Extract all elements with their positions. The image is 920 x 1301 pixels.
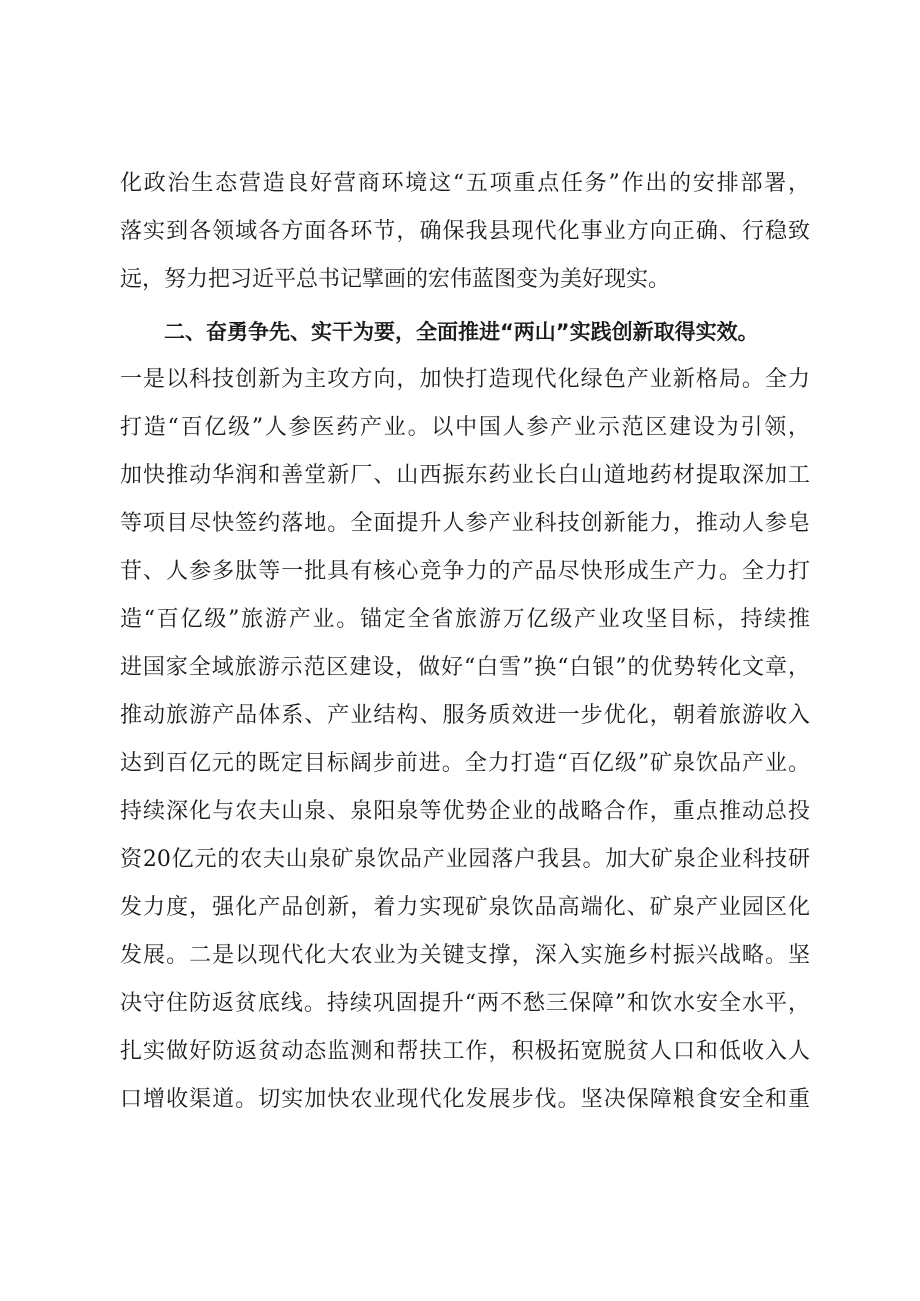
paragraph-line: 发力度，强化产品创新，着力实现矿泉饮品高端化、矿泉产业园区化 xyxy=(120,895,810,920)
paragraph-line: 造“百亿级”旅游产业。锚定全省旅游万亿级产业攻坚目标，持续推 xyxy=(120,607,810,632)
paragraph-line: 推动旅游产品体系、产业结构、服务质效进一步优化，朝着旅游收入 xyxy=(120,703,810,728)
paragraph-line: 打造“百亿级”人参医药产业。以中国人参产业示范区建设为引领， xyxy=(120,415,810,440)
paragraph-line: 达到百亿元的既定目标阔步前进。全力打造“百亿级”矿泉饮品产业。 xyxy=(120,751,810,776)
paragraph-line: 发展。二是以现代化大农业为关键支撑，深入实施乡村振兴战略。坚 xyxy=(120,943,810,968)
paragraph-line: 化政治生态营造良好营商环境这“五项重点任务”作出的安排部署， xyxy=(120,171,810,196)
paragraph-line: 一是以科技创新为主攻方向，加快打造现代化绿色产业新格局。全力 xyxy=(120,367,810,392)
paragraph-line: 持续深化与农夫山泉、泉阳泉等优势企业的战略合作，重点推动总投 xyxy=(120,799,810,824)
document-body xyxy=(120,160,810,1124)
section-heading: 二、奋勇争先、实干为要，全面推进“两山”实践创新取得实效。 xyxy=(164,320,759,344)
paragraph-line: 远，努力把习近平总书记擘画的宏伟蓝图变为美好现实。 xyxy=(120,267,671,292)
paragraph-line: 进国家全域旅游示范区建设，做好“白雪”换“白银”的优势转化文章， xyxy=(120,655,810,680)
paragraph-line: 等项目尽快签约落地。全面提升人参产业科技创新能力，推动人参皂 xyxy=(120,511,810,536)
paragraph-line: 落实到各领域各方面各环节，确保我县现代化事业方向正确、行稳致 xyxy=(120,219,810,244)
paragraph-line: 苷、人参多肽等一批具有核心竞争力的产品尽快形成生产力。全力打 xyxy=(120,559,810,584)
paragraph-line: 加快推动华润和善堂新厂、山西振东药业长白山道地药材提取深加工 xyxy=(120,463,810,488)
paragraph-line: 扎实做好防返贫动态监测和帮扶工作，积极拓宽脱贫人口和低收入人 xyxy=(120,1039,810,1064)
paragraph-line: 决守住防返贫底线。持续巩固提升“两不愁三保障”和饮水安全水平， xyxy=(120,991,810,1016)
paragraph-line: 资20亿元的农夫山泉矿泉饮品产业园落户我县。加大矿泉企业科技研 xyxy=(120,847,810,872)
paragraph-line: 口增收渠道。切实加快农业现代化发展步伐。坚决保障粮食安全和重 xyxy=(120,1087,810,1112)
